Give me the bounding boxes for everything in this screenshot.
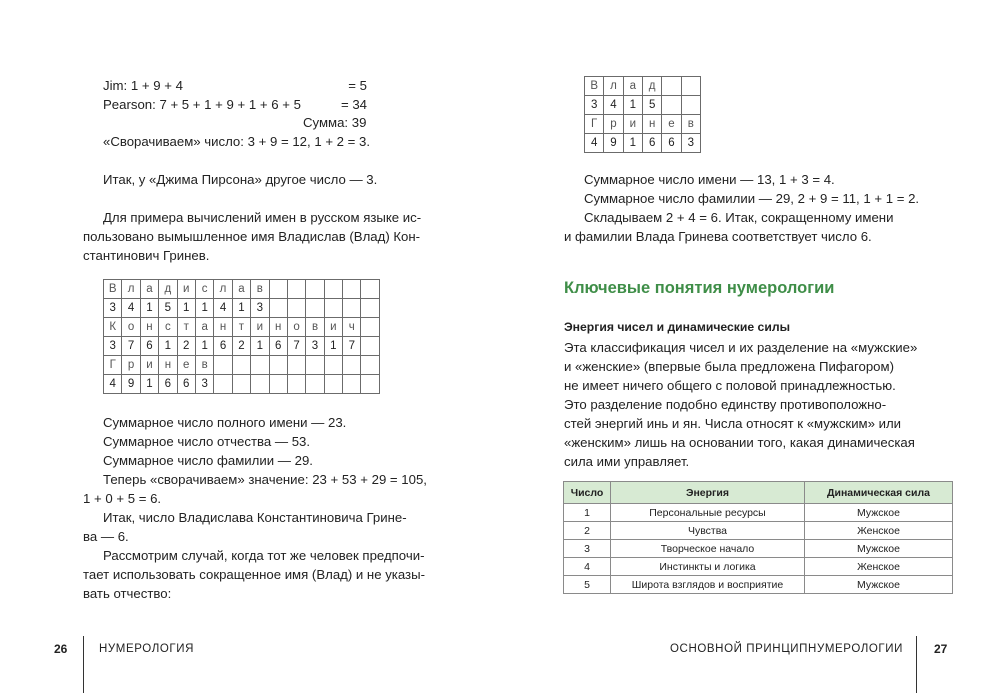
cell-number: 3 [564, 540, 611, 558]
grid-cell [269, 375, 287, 394]
grid-cell: 3 [306, 337, 324, 356]
energy-table-header [564, 482, 953, 504]
cell-energy: Персональные ресурсы [611, 504, 805, 522]
grid-cell [343, 375, 361, 394]
grid-cell [343, 280, 361, 299]
header-force: Динамическая сила [805, 482, 953, 504]
grid-row [104, 356, 380, 375]
grid-cell [214, 356, 232, 375]
body-line: стей энергий инь и ян. Числа относят к «мужским» или [564, 416, 902, 431]
grid-cell: е [177, 356, 195, 375]
grid-cell: 4 [585, 134, 604, 153]
jim-calculation [103, 76, 367, 95]
body-line: Суммарное число полного имени — 23. [103, 415, 347, 430]
grid-cell: а [232, 280, 250, 299]
fold-line: «Сворачиваем» число: 3 + 9 = 12, 1 + 2 = 3. [103, 134, 371, 149]
grid-cell: 1 [177, 299, 195, 318]
grid-cell [214, 375, 232, 394]
grid-cell: 1 [623, 96, 642, 115]
grid-cell: 9 [122, 375, 140, 394]
grid-cell: В [104, 280, 122, 299]
grid-cell [269, 299, 287, 318]
grid-cell: 7 [343, 337, 361, 356]
grid-cell: 1 [195, 337, 213, 356]
grid-cell: и [623, 115, 642, 134]
body-line: Суммарное число фамилии — 29, 2 + 9 = 11, 1 + 1 = 2. [584, 191, 920, 206]
cell-force: Мужское [805, 540, 953, 558]
table-row [564, 558, 953, 576]
grid-cell: 3 [585, 96, 604, 115]
grid-cell [361, 375, 380, 394]
body-line: Эта классификация чисел и их разделение на «мужские» [564, 340, 918, 355]
grid-row [104, 375, 380, 394]
grid-cell: 4 [214, 299, 232, 318]
grid-cell: в [306, 318, 324, 337]
grid-cell: д [642, 77, 661, 96]
pearson-result: = 34 [340, 97, 367, 112]
body-line: тает использовать сокращенное имя (Влад) и не указы- [83, 567, 425, 582]
cell-force: Мужское [805, 504, 953, 522]
grid-cell [324, 375, 342, 394]
cell-energy: Творческое начало [611, 540, 805, 558]
grid-row [585, 77, 701, 96]
grid-cell: в [251, 280, 269, 299]
grid-cell: 1 [140, 375, 158, 394]
grid-cell [343, 299, 361, 318]
grid-cell: 1 [140, 299, 158, 318]
grid-cell: 9 [604, 134, 623, 153]
body-line: и фамилии Влада Гринева соответствует число 6. [564, 229, 872, 244]
grid-cell: о [287, 318, 305, 337]
grid-cell: Г [585, 115, 604, 134]
cell-number: 1 [564, 504, 611, 522]
jim-label: Jim: 1 + 9 + 4 [103, 78, 183, 93]
grid-cell [361, 318, 380, 337]
grid-cell: о [122, 318, 140, 337]
grid-cell: 1 [251, 337, 269, 356]
grid-cell [306, 280, 324, 299]
grid-cell [232, 375, 250, 394]
body-line: и «женские» (впервые была предложена Пифагором) [564, 359, 894, 374]
cell-force: Мужское [805, 576, 953, 594]
grid-cell: 6 [642, 134, 661, 153]
grid-cell: 6 [662, 134, 681, 153]
grid-cell: т [232, 318, 250, 337]
grid-cell: ч [343, 318, 361, 337]
body-line: Суммарное число имени — 13, 1 + 3 = 4. [584, 172, 835, 187]
cell-force: Женское [805, 522, 953, 540]
grid-cell: и [177, 280, 195, 299]
grid-cell: с [195, 280, 213, 299]
intro-line: стантинович Гринев. [83, 248, 210, 263]
grid-cell [361, 280, 380, 299]
grid-cell: 5 [642, 96, 661, 115]
pearson-calculation [103, 95, 367, 114]
cell-number: 5 [564, 576, 611, 594]
table-row [564, 504, 953, 522]
grid-cell: н [214, 318, 232, 337]
grid-cell: 4 [604, 96, 623, 115]
grid-cell: 3 [104, 337, 122, 356]
grid-cell [287, 299, 305, 318]
cell-number: 2 [564, 522, 611, 540]
grid-cell: а [195, 318, 213, 337]
grid-cell: н [642, 115, 661, 134]
grid-cell [662, 96, 681, 115]
footer-separator [916, 636, 917, 693]
pearson-label: Pearson: 7 + 5 + 1 + 9 + 1 + 6 + 5 [103, 97, 301, 112]
grid-cell [269, 280, 287, 299]
grid-row [104, 299, 380, 318]
grid-cell [269, 356, 287, 375]
grid-cell [287, 375, 305, 394]
grid-cell [361, 337, 380, 356]
grid-cell: р [604, 115, 623, 134]
grid-cell: 3 [104, 299, 122, 318]
grid-cell: 1 [623, 134, 642, 153]
grid-cell: 7 [122, 337, 140, 356]
grid-cell: н [140, 318, 158, 337]
page-number-right: 27 [934, 642, 948, 656]
grid-cell: н [159, 356, 177, 375]
grid-cell: и [251, 318, 269, 337]
grid-row [104, 280, 380, 299]
grid-cell: с [159, 318, 177, 337]
body-line: не имеет ничего общего с половой принадлежностью. [564, 378, 896, 393]
grid-cell [324, 280, 342, 299]
body-line: Рассмотрим случай, когда тот же человек предпочи- [103, 548, 425, 563]
table-row [564, 576, 953, 594]
so-line: Итак, у «Джима Пирсона» другое число — 3. [103, 172, 378, 187]
body-line: вать отчество: [83, 586, 172, 601]
body-line: Теперь «сворачиваем» значение: 23 + 53 + 29 = 105, [103, 472, 427, 487]
grid-cell [287, 280, 305, 299]
sum-line: Сумма: 39 [303, 115, 367, 130]
grid-cell [681, 96, 700, 115]
grid-cell: л [214, 280, 232, 299]
short-name-letter-grid [584, 76, 701, 153]
grid-cell [324, 299, 342, 318]
grid-cell [306, 356, 324, 375]
intro-line: Для примера вычислений имен в русском языке ис- [103, 210, 422, 225]
cell-energy: Инстинкты и логика [611, 558, 805, 576]
subheading: Энергия чисел и динамические силы [564, 320, 790, 334]
grid-cell: и [324, 318, 342, 337]
intro-line: пользовано вымышленное имя Владислав (Влад) Кон- [83, 229, 421, 244]
grid-row [585, 96, 701, 115]
grid-row [104, 318, 380, 337]
grid-cell: К [104, 318, 122, 337]
grid-cell: л [604, 77, 623, 96]
header-number: Число [564, 482, 611, 504]
section-heading: Ключевые понятия нумерологии [564, 279, 835, 297]
table-row [564, 522, 953, 540]
grid-cell: а [623, 77, 642, 96]
grid-cell: 7 [287, 337, 305, 356]
grid-row [585, 115, 701, 134]
cell-energy: Чувства [611, 522, 805, 540]
grid-cell [306, 375, 324, 394]
grid-cell: а [140, 280, 158, 299]
grid-cell: в [195, 356, 213, 375]
grid-cell [681, 77, 700, 96]
grid-cell: е [662, 115, 681, 134]
body-line: Это разделение подобно единству противоположно- [564, 397, 887, 412]
cell-force: Женское [805, 558, 953, 576]
header-energy: Энергия [611, 482, 805, 504]
body-line: «женским» лишь на основании того, какая динамическая [564, 435, 915, 450]
grid-cell [361, 299, 380, 318]
grid-cell: 3 [195, 375, 213, 394]
grid-cell: 2 [177, 337, 195, 356]
grid-cell: 4 [104, 375, 122, 394]
table-row [564, 540, 953, 558]
footer-separator [83, 636, 84, 693]
grid-cell: 1 [159, 337, 177, 356]
grid-cell [251, 356, 269, 375]
grid-cell: 6 [214, 337, 232, 356]
grid-cell: 3 [251, 299, 269, 318]
grid-cell: 3 [681, 134, 700, 153]
running-title-left: НУМЕРОЛОГИЯ [99, 643, 194, 655]
grid-cell [306, 299, 324, 318]
grid-cell: 2 [232, 337, 250, 356]
grid-cell: 6 [140, 337, 158, 356]
grid-cell: в [681, 115, 700, 134]
grid-cell [251, 375, 269, 394]
grid-cell: 1 [324, 337, 342, 356]
grid-row [585, 134, 701, 153]
grid-cell: 6 [159, 375, 177, 394]
body-line: Складываем 2 + 4 = 6. Итак, сокращенному имени [584, 210, 894, 225]
grid-cell: 1 [195, 299, 213, 318]
right-page [500, 0, 1000, 693]
grid-cell: л [122, 280, 140, 299]
grid-row [104, 337, 380, 356]
grid-cell: т [177, 318, 195, 337]
body-line: Суммарное число фамилии — 29. [103, 453, 313, 468]
body-line: Суммарное число отчества — 53. [103, 434, 311, 449]
grid-cell: Г [104, 356, 122, 375]
grid-cell [662, 77, 681, 96]
grid-cell: 1 [232, 299, 250, 318]
grid-cell: и [140, 356, 158, 375]
grid-cell: н [269, 318, 287, 337]
body-line: ва — 6. [83, 529, 129, 544]
grid-cell: 6 [269, 337, 287, 356]
grid-cell: д [159, 280, 177, 299]
grid-cell [361, 356, 380, 375]
grid-cell [232, 356, 250, 375]
cell-number: 4 [564, 558, 611, 576]
grid-cell: 5 [159, 299, 177, 318]
body-line: Итак, число Владислава Константиновича Грине- [103, 510, 407, 525]
grid-cell: 4 [122, 299, 140, 318]
body-line: сила ими управляет. [564, 454, 690, 469]
grid-cell: 6 [177, 375, 195, 394]
grid-cell: р [122, 356, 140, 375]
grid-cell [287, 356, 305, 375]
grid-cell [324, 356, 342, 375]
grid-cell [343, 356, 361, 375]
cell-energy: Широта взглядов и восприятие [611, 576, 805, 594]
page-number-left: 26 [54, 642, 68, 656]
running-title-right: ОСНОВНОЙ ПРИНЦИПНУМЕРОЛОГИИ [670, 643, 903, 655]
grid-cell: В [585, 77, 604, 96]
body-line: 1 + 0 + 5 = 6. [83, 491, 162, 506]
name-letter-grid [103, 279, 380, 394]
energy-table [563, 481, 953, 594]
jim-result: = 5 [348, 78, 367, 93]
